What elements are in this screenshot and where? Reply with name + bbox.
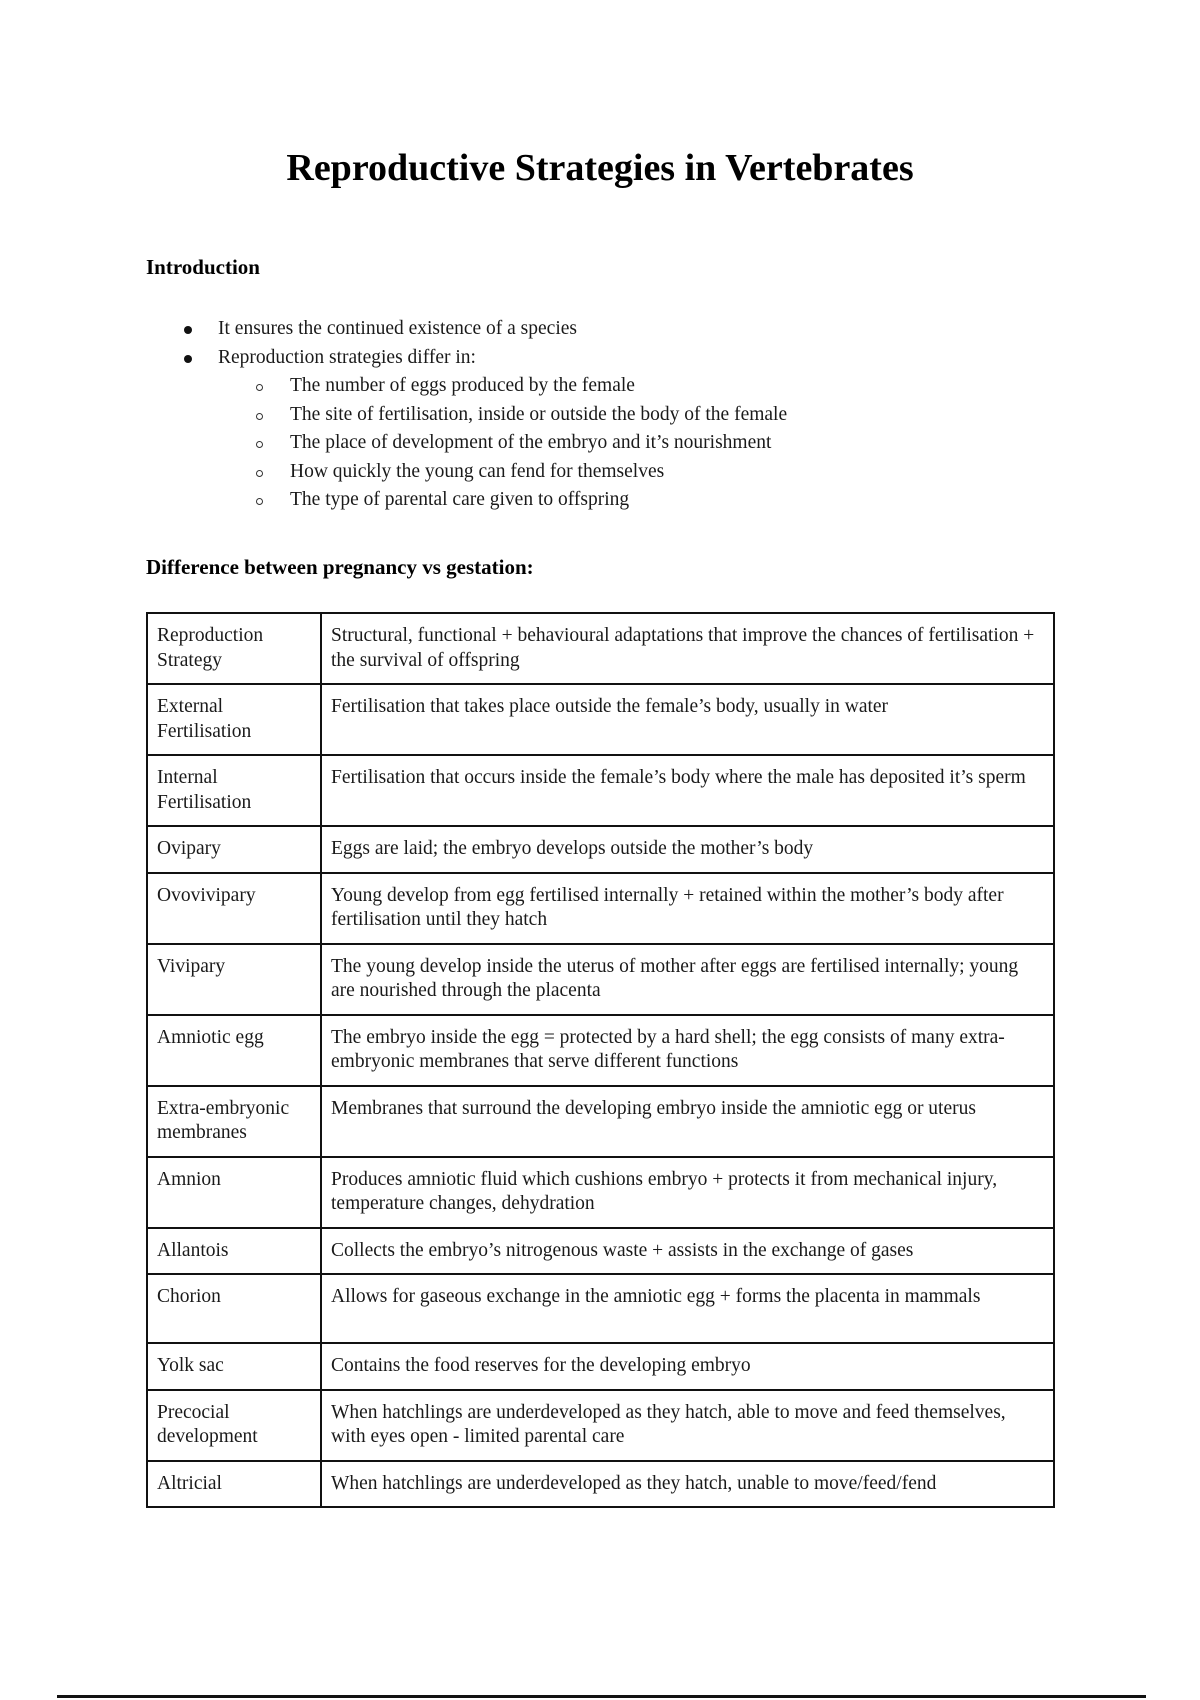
term-cell: Vivipary	[147, 944, 321, 1015]
definition-cell: The embryo inside the egg = protected by a hard shell; the egg consists of many extra-embryonic membranes that serve different functions	[321, 1015, 1054, 1086]
hollow-bullet-icon	[256, 413, 263, 420]
table-row	[147, 1228, 1054, 1275]
difference-heading: Difference between pregnancy vs gestation:	[146, 555, 534, 579]
sub-bullet-item	[146, 401, 787, 430]
sub-bullet-item	[146, 372, 787, 401]
bullet-text: The number of eggs produced by the female	[290, 375, 635, 396]
introduction-heading: Introduction	[146, 255, 260, 279]
term-cell: Precocial development	[147, 1390, 321, 1461]
term-cell: Yolk sac	[147, 1343, 321, 1390]
table-row	[147, 1390, 1054, 1461]
hollow-bullet-icon	[256, 470, 263, 477]
definition-cell: Allows for gaseous exchange in the amniotic egg + forms the placenta in mammals	[321, 1274, 1054, 1343]
sub-bullet-item	[146, 458, 787, 487]
filled-bullet-icon	[184, 326, 192, 334]
table-row	[147, 755, 1054, 826]
term-cell: External Fertilisation	[147, 684, 321, 755]
term-cell: Chorion	[147, 1274, 321, 1343]
definition-cell: Fertilisation that takes place outside the female’s body, usually in water	[321, 684, 1054, 755]
term-cell: Internal Fertilisation	[147, 755, 321, 826]
definitions-table	[146, 612, 1055, 1508]
table-row	[147, 1157, 1054, 1228]
term-cell: Amniotic egg	[147, 1015, 321, 1086]
table-row	[147, 826, 1054, 873]
hollow-bullet-icon	[256, 498, 263, 505]
definition-cell: Collects the embryo’s nitrogenous waste + assists in the exchange of gases	[321, 1228, 1054, 1275]
bullet-text: How quickly the young can fend for themselves	[290, 460, 665, 482]
table-row	[147, 613, 1054, 684]
term-cell: Extra-embryonic membranes	[147, 1086, 321, 1157]
term-cell: Allantois	[147, 1228, 321, 1275]
hollow-bullet-icon	[256, 441, 263, 448]
table-row	[147, 1461, 1054, 1508]
table-row	[147, 944, 1054, 1015]
definition-cell: Membranes that surround the developing embryo inside the amniotic egg or uterus	[321, 1086, 1054, 1157]
bullet-item	[146, 315, 787, 344]
table-row	[147, 1274, 1054, 1343]
filled-bullet-icon	[184, 355, 192, 363]
bullet-text: The type of parental care given to offspring	[290, 489, 630, 510]
term-cell: Reproduction Strategy	[147, 613, 321, 684]
bullet-text: The site of fertilisation, inside or outside the body of the female	[290, 403, 788, 425]
definition-cell: When hatchlings are underdeveloped as they hatch, able to move and feed themselves, with eyes open - limited parental care	[321, 1390, 1054, 1461]
sub-bullet-item	[146, 486, 787, 515]
table-row	[147, 1086, 1054, 1157]
bullet-text: The place of development of the embryo and it’s nourishment	[290, 432, 772, 453]
term-cell: Altricial	[147, 1461, 321, 1508]
sub-bullet-item	[146, 429, 787, 458]
table-row	[147, 1343, 1054, 1390]
bullet-item	[146, 344, 787, 373]
page-bottom-divider	[57, 1695, 1146, 1698]
table-row	[147, 873, 1054, 944]
bullet-text: Reproduction strategies differ in:	[218, 346, 476, 368]
definition-cell: Eggs are laid; the embryo develops outside the mother’s body	[321, 826, 1054, 873]
definition-cell: When hatchlings are underdeveloped as they hatch, unable to move/feed/fend	[321, 1461, 1054, 1508]
introduction-bullet-list	[146, 315, 787, 515]
definition-cell: Contains the food reserves for the developing embryo	[321, 1343, 1054, 1390]
definition-cell: Young develop from egg fertilised internally + retained within the mother’s body after fertilisation until they hatch	[321, 873, 1054, 944]
hollow-bullet-icon	[256, 384, 263, 391]
page-title: Reproductive Strategies in Vertebrates	[286, 147, 914, 189]
table-row	[147, 1015, 1054, 1086]
table-row	[147, 684, 1054, 755]
definition-cell: Produces amniotic fluid which cushions embryo + protects it from mechanical injury, temperature changes, dehydration	[321, 1157, 1054, 1228]
term-cell: Ovovivipary	[147, 873, 321, 944]
bullet-text: It ensures the continued existence of a species	[218, 318, 577, 339]
definition-cell: Fertilisation that occurs inside the female’s body where the male has deposited it’s sperm	[321, 755, 1054, 826]
term-cell: Amnion	[147, 1157, 321, 1228]
term-cell: Ovipary	[147, 826, 321, 873]
definition-cell: Structural, functional + behavioural adaptations that improve the chances of fertilisation + the survival of offspring	[321, 613, 1054, 684]
definition-cell: The young develop inside the uterus of mother after eggs are fertilised internally; young are nourished through the placenta	[321, 944, 1054, 1015]
